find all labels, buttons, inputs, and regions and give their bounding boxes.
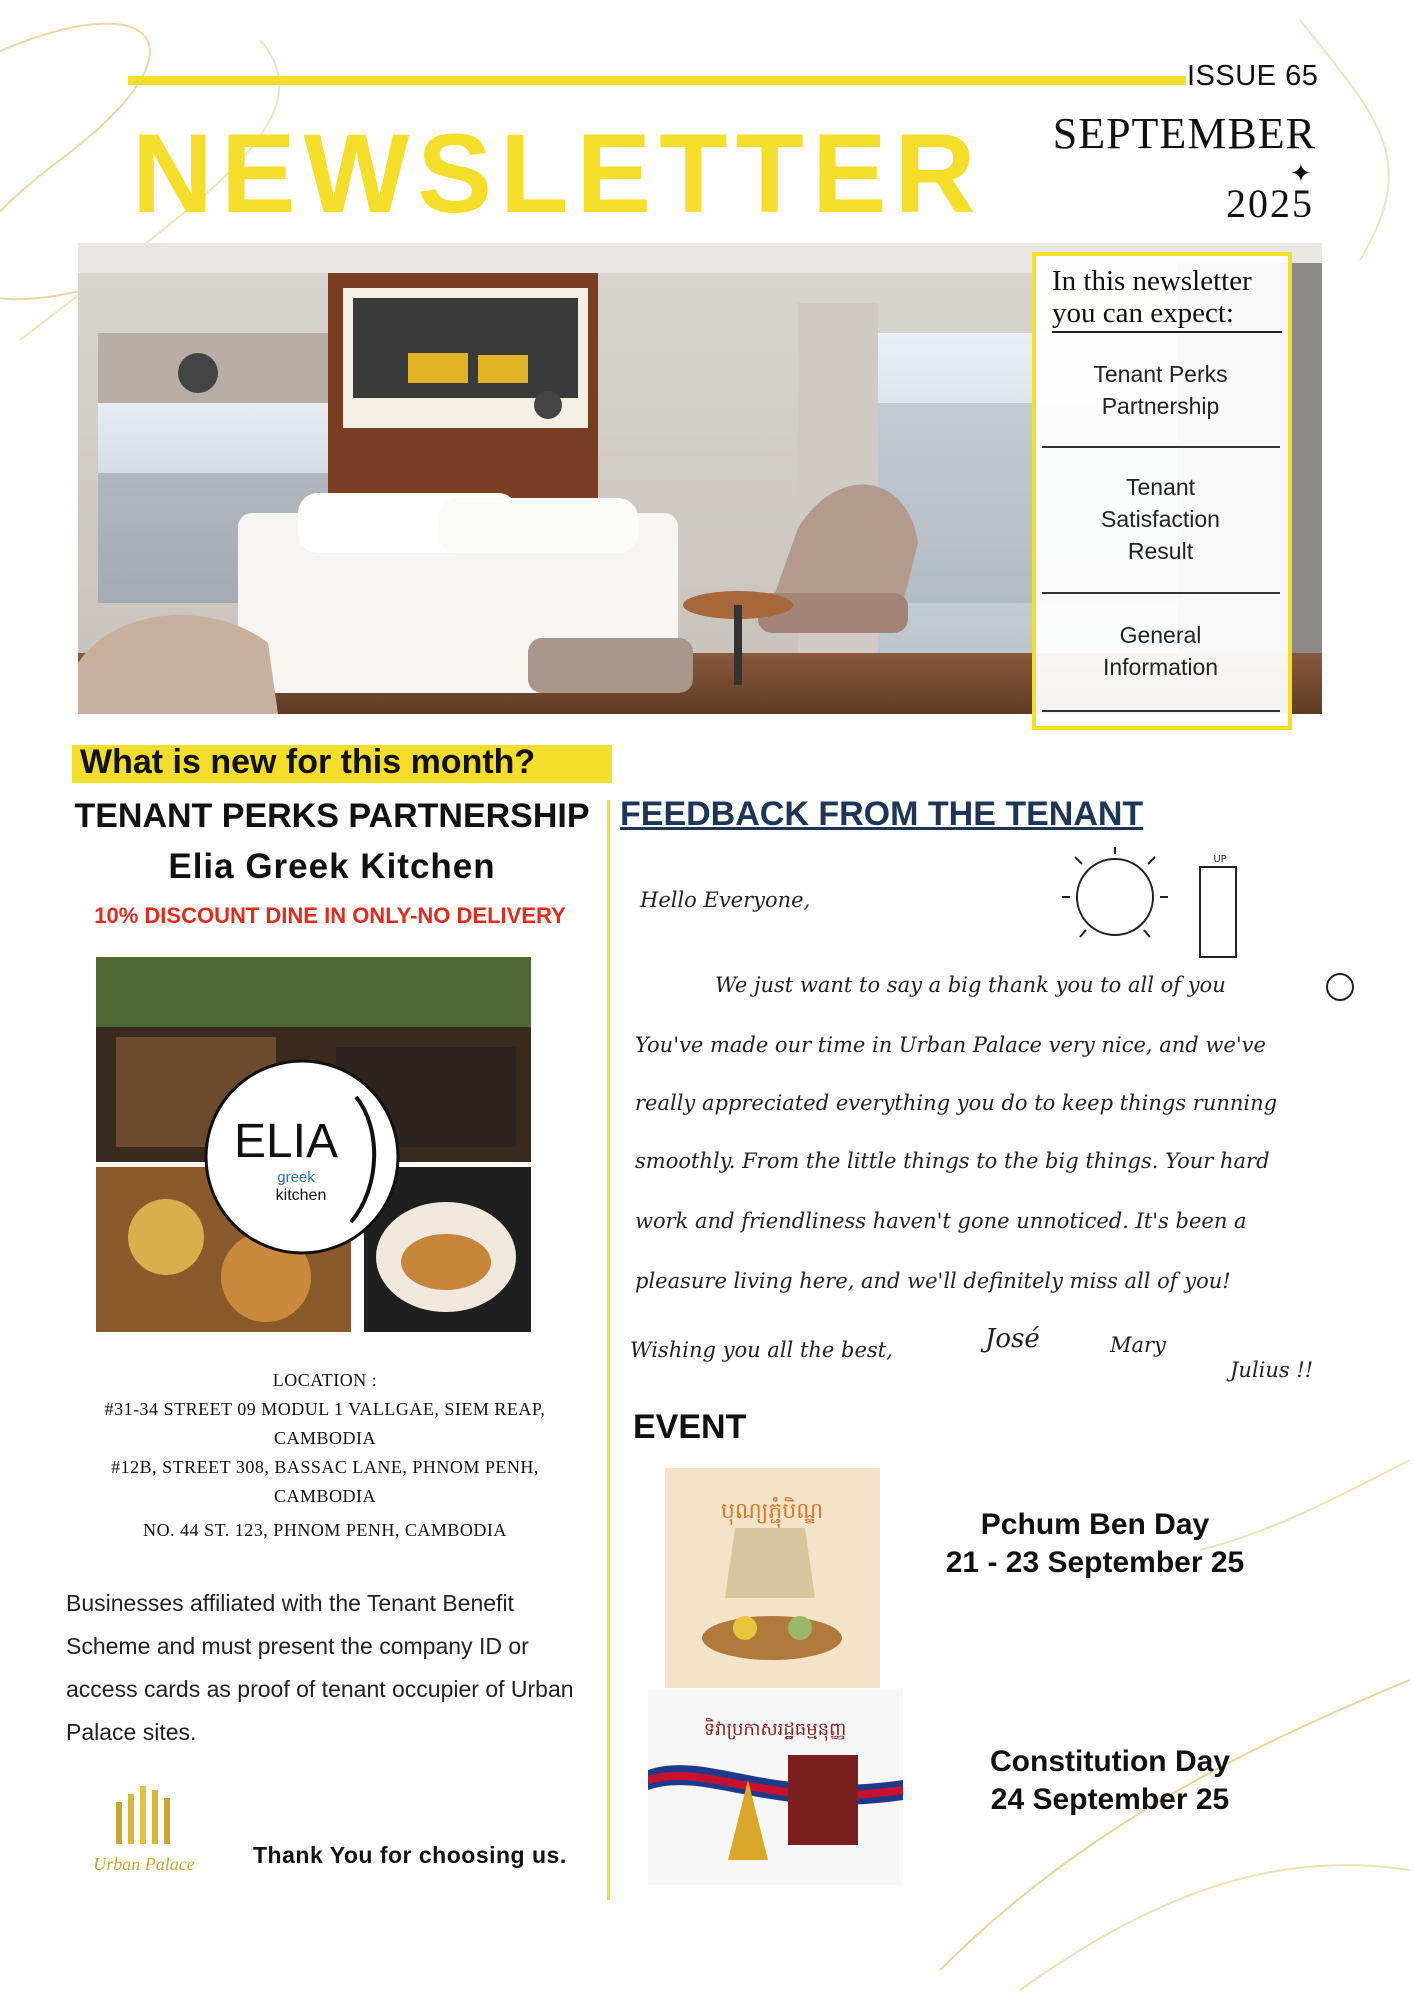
whats-new-heading: What is new for this month?: [80, 743, 536, 781]
toc-item-line: Satisfaction: [1101, 506, 1220, 532]
issue-month: SEPTEMBER: [1052, 109, 1316, 158]
urban-palace-logo-text: Urban Palace: [93, 1854, 195, 1874]
elia-restaurant-collage: [96, 957, 531, 1332]
newsletter-title: NEWSLETTER: [132, 111, 984, 236]
sketch-building-label: UP: [1213, 854, 1227, 865]
pchum-ben-poster: [665, 1468, 880, 1688]
event-section-title: EVENT: [633, 1408, 747, 1446]
letter-line: really appreciated everything you do to keep things running: [635, 1091, 1278, 1115]
letter-line: smoothly. From the little things to the big things. Your hard: [635, 1149, 1270, 1173]
location-line: #31-34 STREET 09 MODUL 1 VALLGAE, SIEM REAP,: [104, 1399, 546, 1419]
location-line: CAMBODIA: [273, 1428, 376, 1448]
toc-item-line: Tenant Perks: [1093, 361, 1228, 387]
handwritten-tenant-letter: [620, 842, 1380, 1392]
toc-divider: [1042, 446, 1280, 448]
signature: Julius !!: [1230, 1358, 1314, 1382]
elia-logo-greek: greek: [277, 1169, 315, 1186]
letter-closing: Wishing you all the best,: [630, 1338, 893, 1362]
location-line: CAMBODIA: [273, 1486, 376, 1506]
signature: Mary: [1110, 1333, 1166, 1357]
issue-year: 2025: [1226, 181, 1314, 226]
toc-item-tenant-satisfaction[interactable]: [1043, 471, 1278, 567]
toc-item-line: General: [1119, 622, 1202, 648]
letter-greeting: Hello Everyone,: [640, 888, 811, 912]
event-name: Constitution Day: [990, 1745, 1230, 1778]
letter-line: pleasure living here, and we'll definitely miss all of you!: [635, 1269, 1231, 1293]
toc-item-line: Information: [1102, 654, 1219, 680]
toc-item-line: Result: [1127, 538, 1194, 564]
issue-number: ISSUE 65: [1187, 60, 1319, 92]
column-divider: [607, 800, 610, 1900]
location-line: #12B, STREET 308, BASSAC LANE, PHNOM PENH,: [111, 1457, 539, 1477]
urban-palace-logo: [80, 1780, 220, 1880]
feedback-section-title: FEEDBACK FROM THE TENANT: [620, 795, 1144, 833]
pchum-ben-poster-title: បុណ្យភ្ជុំបិណ្ឌ: [720, 1499, 824, 1524]
elia-logo-word: ELIA: [233, 1115, 339, 1168]
header-accent-rule: [128, 76, 1186, 85]
event-name: Pchum Ben Day: [980, 1508, 1210, 1541]
letter-line: You've made our time in Urban Palace very nice, and we've: [635, 1033, 1266, 1057]
thank-you-message: Thank You for choosing us.: [253, 1842, 567, 1868]
letter-line: We just want to say a big thank you to all of you: [715, 973, 1226, 997]
constitution-day-poster: [648, 1690, 903, 1885]
tenant-benefit-note: Businesses affiliated with the Tenant Benefit Scheme and must present the company ID or access cards as proof of tenant occupier of Urban Palace sites.: [66, 1590, 574, 1745]
sparkle-icon: ✦: [1290, 158, 1312, 188]
toc-item-line: Partnership: [1101, 393, 1220, 419]
constitution-day-poster-title: ទិវាប្រកាសរដ្ឋធម្មនុញ្ញ: [703, 1719, 847, 1740]
discount-offer: 10% DISCOUNT DINE IN ONLY-NO DELIVERY: [94, 903, 566, 928]
toc-divider: [1042, 592, 1280, 594]
toc-heading: In this newsletter you can expect:: [1052, 265, 1282, 333]
toc-item-line: Tenant: [1125, 474, 1196, 500]
location-label: LOCATION :: [272, 1370, 378, 1390]
toc-divider: [1042, 710, 1280, 712]
location-line: NO. 44 ST. 123, PHNOM PENH, CAMBODIA: [143, 1520, 507, 1540]
perks-section-title: TENANT PERKS PARTNERSHIP: [74, 797, 590, 835]
elia-logo-kitchen: kitchen: [275, 1187, 327, 1204]
toc-item-general-information[interactable]: [1043, 619, 1278, 683]
event-date: 24 September 25: [990, 1783, 1230, 1816]
letter-line: work and friendliness haven't gone unnoticed. It's been a: [635, 1209, 1247, 1233]
signature: José: [985, 1324, 1040, 1354]
toc-item-tenant-perks[interactable]: [1043, 358, 1278, 422]
event-date: 21 - 23 September 25: [945, 1546, 1245, 1579]
restaurant-name: Elia Greek Kitchen: [168, 847, 496, 886]
